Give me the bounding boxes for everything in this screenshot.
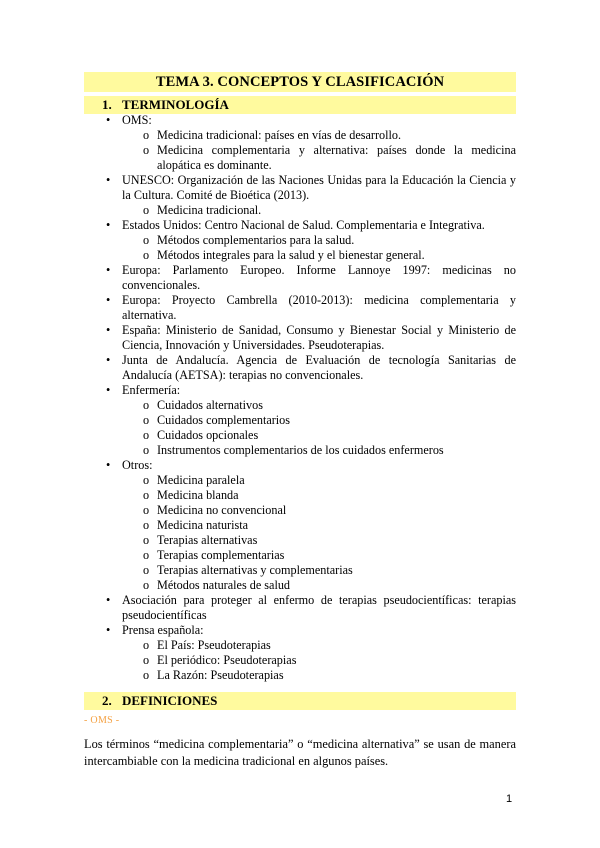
bullet-marker: •	[106, 353, 111, 367]
oms-tag: - OMS -	[84, 715, 120, 726]
definition-paragraph: Los términos “medicina complementaria” o “medicina alternativa” se usan de manera intercambiable con la medicina tradicional en algunos países.	[84, 737, 516, 768]
bullet-marker: •	[106, 263, 111, 277]
section-number: 1.	[102, 97, 112, 112]
terminology-list	[84, 113, 516, 683]
sub-list-item-text: Medicina naturista	[157, 518, 249, 532]
list-item	[84, 263, 516, 293]
sub-list-item	[84, 518, 516, 533]
sub-bullet-marker: o	[143, 233, 150, 247]
list-item	[84, 113, 516, 128]
bullet-marker: •	[106, 218, 111, 232]
sub-bullet-marker: o	[143, 473, 150, 487]
sub-bullet-marker: o	[143, 398, 150, 412]
bullet-marker: •	[106, 293, 111, 307]
section-heading-terminologia	[84, 96, 516, 114]
sub-list-item	[84, 548, 516, 563]
page-number: 1	[506, 793, 513, 805]
list-item	[84, 323, 516, 353]
sub-bullet-marker: o	[143, 203, 150, 217]
sub-list-item-text: Métodos complementarios para la salud.	[157, 233, 355, 247]
bullet-marker: •	[106, 113, 111, 127]
sub-list-item-text: Medicina blanda	[157, 488, 239, 502]
sub-list-item-text: Métodos integrales para la salud y el bienestar general.	[157, 248, 425, 262]
sub-bullet-marker: o	[143, 638, 150, 652]
list-item	[84, 593, 516, 623]
bullet-marker: •	[106, 383, 111, 397]
sub-list-item-text: Medicina tradicional.	[157, 203, 262, 217]
sub-list-item-text: El País: Pseudoterapias	[157, 638, 271, 652]
bullet-marker: •	[106, 458, 111, 472]
section-number: 2.	[102, 693, 112, 708]
sub-bullet-marker: o	[143, 518, 150, 532]
sub-list-item	[84, 413, 516, 428]
list-item	[84, 353, 516, 383]
sub-list-item-text: Cuidados opcionales	[157, 428, 259, 442]
sub-list-item-text: Medicina tradicional: países en vías de desarrollo.	[157, 128, 402, 142]
sub-list-item-text: Medicina complementaria y alternativa: países donde la medicina alopática es dominante.	[157, 143, 516, 172]
sub-list-item	[84, 653, 516, 668]
section-heading-definiciones	[84, 692, 516, 710]
sub-list-item	[84, 443, 516, 458]
sub-list-item-text: La Razón: Pseudoterapias	[157, 668, 284, 682]
sub-bullet-marker: o	[143, 668, 150, 682]
list-item	[84, 218, 516, 233]
sub-list-item	[84, 668, 516, 683]
list-item	[84, 458, 516, 473]
list-item-text: Enfermería:	[122, 383, 181, 397]
sub-bullet-marker: o	[143, 248, 150, 262]
sub-list-item	[84, 248, 516, 263]
sub-list-item	[84, 503, 516, 518]
section-title: TERMINOLOGÍA	[122, 97, 229, 112]
sub-list-item	[84, 143, 516, 173]
sub-bullet-marker: o	[143, 413, 150, 427]
sub-list-item	[84, 533, 516, 548]
list-item-text: UNESCO: Organización de las Naciones Unidas para la Educación la Ciencia y la Cultura. Comité de Bioética (2013).	[122, 173, 516, 202]
list-item-text: Estados Unidos: Centro Nacional de Salud. Complementaria e Integrativa.	[122, 218, 485, 232]
sub-list-item	[84, 563, 516, 578]
sub-list-item	[84, 428, 516, 443]
list-item	[84, 383, 516, 398]
document-title: TEMA 3. CONCEPTOS Y CLASIFICACIÓN	[84, 72, 516, 92]
sub-list-item	[84, 488, 516, 503]
sub-list-item	[84, 638, 516, 653]
list-item-text: Otros:	[122, 458, 153, 472]
sub-list-item-text: Terapias alternativas	[157, 533, 258, 547]
sub-bullet-marker: o	[143, 428, 150, 442]
sub-list-item	[84, 398, 516, 413]
sub-list-item-text: Terapias alternativas y complementarias	[157, 563, 353, 577]
bullet-marker: •	[106, 173, 111, 187]
sub-list-item-text: Cuidados complementarios	[157, 413, 291, 427]
sub-list-item	[84, 473, 516, 488]
section-title: DEFINICIONES	[122, 693, 218, 708]
sub-list-item-text: Instrumentos complementarios de los cuidados enfermeros	[157, 443, 444, 457]
sub-bullet-marker: o	[143, 488, 150, 502]
bullet-marker: •	[106, 323, 111, 337]
bullet-marker: •	[106, 623, 111, 637]
sub-bullet-marker: o	[143, 548, 150, 562]
sub-list-item	[84, 203, 516, 218]
sub-list-item	[84, 233, 516, 248]
list-item-text: España: Ministerio de Sanidad, Consumo y Bienestar Social y Ministerio de Ciencia, Innovación y Universidades. Pseudoterapias.	[122, 323, 516, 352]
sub-list-item-text: Medicina paralela	[157, 473, 245, 487]
sub-bullet-marker: o	[143, 443, 150, 457]
sub-bullet-marker: o	[143, 653, 150, 667]
list-item-text: OMS:	[122, 113, 152, 127]
sub-bullet-marker: o	[143, 533, 150, 547]
sub-list-item-text: El periódico: Pseudoterapias	[157, 653, 297, 667]
list-item-text: Europa: Proyecto Cambrella (2010-2013): medicina complementaria y alternativa.	[122, 293, 516, 322]
sub-bullet-marker: o	[143, 578, 150, 592]
sub-list-item	[84, 128, 516, 143]
list-item-text: Asociación para proteger al enfermo de terapias pseudocientíficas: terapias pseudocientíficas	[122, 593, 516, 622]
sub-list-item-text: Terapias complementarias	[157, 548, 285, 562]
bullet-marker: •	[106, 593, 111, 607]
list-item	[84, 293, 516, 323]
sub-bullet-marker: o	[143, 503, 150, 517]
sub-bullet-marker: o	[143, 128, 150, 142]
list-item-text: Prensa española:	[122, 623, 204, 637]
sub-list-item-text: Cuidados alternativos	[157, 398, 263, 412]
list-item	[84, 623, 516, 638]
list-item-text: Europa: Parlamento Europeo. Informe Lannoye 1997: medicinas no convencionales.	[122, 263, 516, 292]
sub-list-item-text: Medicina no convencional	[157, 503, 287, 517]
sub-bullet-marker: o	[143, 143, 150, 157]
list-item	[84, 173, 516, 203]
list-item-text: Junta de Andalucía. Agencia de Evaluación de tecnología Sanitarias de Andalucía (AETSA): terapias no convencionales.	[122, 353, 516, 382]
sub-bullet-marker: o	[143, 563, 150, 577]
sub-list-item-text: Métodos naturales de salud	[157, 578, 291, 592]
sub-list-item	[84, 578, 516, 593]
